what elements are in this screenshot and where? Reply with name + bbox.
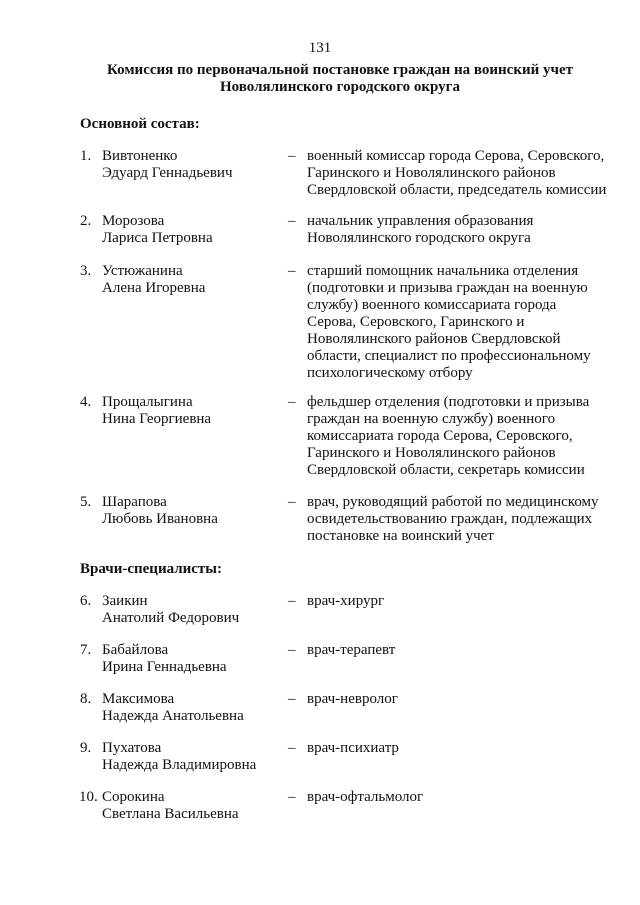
item-number: 3. [80, 263, 92, 279]
item-number: 9. [80, 740, 92, 756]
item-number: 8. [80, 691, 92, 707]
page-number: 131 [308, 40, 332, 56]
member-name: Прощалыгина Нина Георгиевна [102, 394, 212, 427]
page-title: Комиссия по первоначальной постановке граждан на воинский учет Новолялинского городского округа [107, 62, 573, 95]
item-number: 2. [80, 213, 92, 229]
dash-separator: – [288, 494, 296, 510]
member-role: старший помощник начальника отделения (подготовки и призыва граждан на военную службу) военного комиссариата города Серова, Серовского, Гаринского и Новолялинского районов Свердловской области, специалист по профессиональному психологическому отбору [307, 263, 591, 381]
item-number: 10. [79, 789, 98, 805]
dash-separator: – [288, 394, 296, 410]
member-name: Пухатова Надежда Владимировна [102, 740, 257, 773]
item-number: 5. [80, 494, 92, 510]
dash-separator: – [288, 642, 296, 658]
member-name: Бабайлова Ирина Геннадьевна [102, 642, 227, 675]
member-name: Устюжанина Алена Игоревна [102, 263, 206, 296]
member-name: Максимова Надежда Анатольевна [102, 691, 244, 724]
item-number: 4. [80, 394, 92, 410]
member-role: фельдшер отделения (подготовки и призыва граждан на военную службу) военного комиссариата города Серова, Серовского, Гаринского и Новолялинского районов Свердловской области, секретарь комиссии [307, 394, 590, 478]
dash-separator: – [288, 789, 296, 805]
member-role: военный комиссар города Серова, Серовского, Гаринского и Новолялинского районов Свердловской области, председатель комиссии [307, 148, 607, 198]
member-name: Сорокина Светлана Васильевна [102, 789, 239, 822]
member-role: врач, руководящий работой по медицинскому освидетельствованию граждан, подлежащих постановке на воинский учет [307, 494, 599, 544]
dash-separator: – [288, 740, 296, 756]
section-heading-main: Основной состав: [80, 116, 200, 132]
member-role: врач-офтальмолог [307, 789, 424, 805]
dash-separator: – [288, 213, 296, 229]
dash-separator: – [288, 263, 296, 279]
member-name: Заикин Анатолий Федорович [102, 593, 240, 626]
dash-separator: – [288, 148, 296, 164]
member-name: Морозова Лариса Петровна [102, 213, 213, 246]
member-name: Шарапова Любовь Ивановна [102, 494, 218, 527]
item-number: 1. [80, 148, 92, 164]
section-heading-specialists: Врачи-специалисты: [80, 561, 223, 577]
member-name: Вивтоненко Эдуард Геннадьевич [102, 148, 233, 181]
member-role: начальник управления образования Новолялинского городского округа [307, 213, 534, 246]
dash-separator: – [288, 593, 296, 609]
item-number: 6. [80, 593, 92, 609]
member-role: врач-невролог [307, 691, 398, 707]
member-role: врач-психиатр [307, 740, 399, 756]
dash-separator: – [288, 691, 296, 707]
member-role: врач-терапевт [307, 642, 396, 658]
item-number: 7. [80, 642, 92, 658]
member-role: врач-хирург [307, 593, 385, 609]
